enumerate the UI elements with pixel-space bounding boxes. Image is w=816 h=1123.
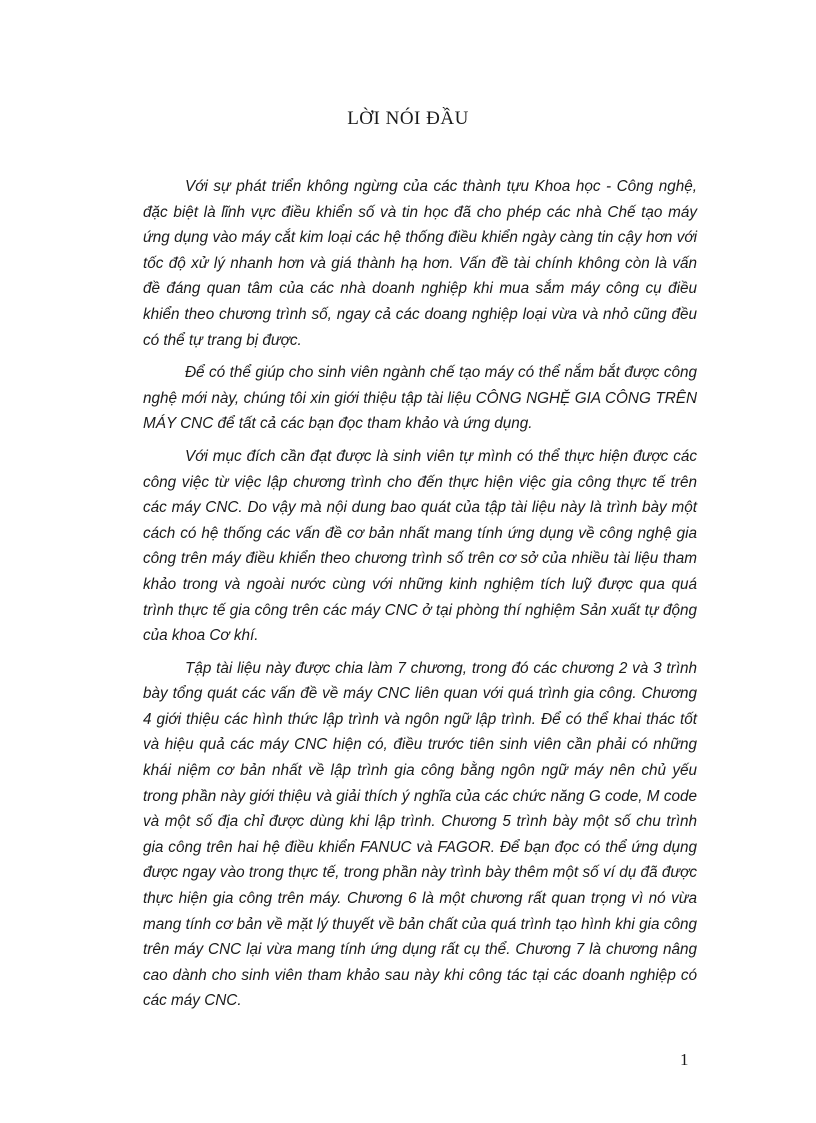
paragraph-2: Để có thể giúp cho sinh viên ngành chế tạo máy có thể nắm bắt được công nghệ mới này, chúng tôi xin giới thiệu tập tài liệu CÔNG NGHỆ GIA CÔNG TRÊN MÁY CNC để tất cả các bạn đọc tham khảo và ứng dụng. [143, 364, 697, 433]
paragraph-4: Tập tài liệu này được chia làm 7 chương, trong đó các chương 2 và 3 trình bày tổng quát các vấn đề về máy CNC liên quan với quá trình gia công. Chương 4 giới thiệu các hình thức lập trình và ngôn ngữ lập trình. Để có thể khai thác tốt và hiệu quả các máy CNC hiện có, điều trước tiên sinh viên cần phải có những khái niệm cơ bản nhất về lập trình gia công bằng ngôn ngữ máy nên chủ yếu trong phần này giới thiệu và giải thích ý nghĩa của các chức năng G code, M code và một số địa chỉ được dùng khi lập trình. Chương 5 trình bày một số chu trình gia công trên hai hệ điều khiển FANUC và FAGOR. Để bạn đọc có thể ứng dụng được ngay vào trong thực tế, trong phần này trình bày thêm một số ví dụ đã được thực hiện gia công trên máy. Chương 6 là một chương rất quan trọng vì nó vừa mang tính cơ bản về mặt lý thuyết về bản chất của quá trình tạo hình khi gia công trên máy CNC lại vừa mang tính ứng dụng rất cụ thể. Chương 7 là chương nâng cao dành cho sinh viên tham khảo sau này khi công tác tại các doanh nghiệp có các máy CNC. [143, 659, 697, 1010]
body-text [143, 174, 697, 1021]
paragraph-1: Với sự phát triển không ngừng của các thành tựu Khoa học - Công nghệ, đặc biệt là lĩnh vực điều khiển số và tin học đã cho phép các nhà Chế tạo máy ứng dụng vào máy cắt kim loại các hệ thống điều khiển ngày càng tin cậy hơn với tốc độ xử lý nhanh hơn và giá thành hạ hơn. Vấn đề tài chính không còn là vấn đề đáng quan tâm của các nhà doanh nghiệp khi mua sắm máy công cụ điều khiển theo chương trình số, ngay cả các doang nghiệp loại vừa và nhỏ cũng đều có thể tự trang bị được. [143, 178, 697, 349]
page-number: 1 [680, 1050, 689, 1069]
page-title: LỜI NÓI ĐẦU [347, 108, 469, 129]
paragraph-3: Với mục đích cần đạt được là sinh viên tự mình có thể thực hiện được các công việc từ việc lập chương trình cho đến thực hiện việc gia công thực tế trên các máy CNC. Do vậy mà nội dung bao quát của tập tài liệu này là trình bày một cách có hệ thống các vấn đề cơ bản nhất mang tính ứng dụng về công nghệ gia công trên máy điều khiển theo chương trình số trên cơ sở của nhiều tài liệu tham khảo trong và ngoài nước cùng với những kinh nghiệm tích luỹ được qua quá trình thực tế gia công trên các máy CNC ở tại phòng thí nghiệm Sản xuất tự động của khoa Cơ khí. [143, 447, 697, 645]
